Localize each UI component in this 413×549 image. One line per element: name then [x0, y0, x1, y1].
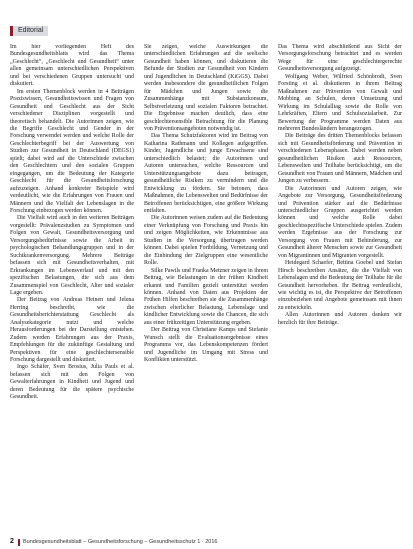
paragraph: Sie zeigen, welche Auswirkungen die unterschiedlichen Erfahrungen auf die seelische Gesundheit haben können, und diskutieren die Befunde der Studien zur Gesundheit von Kindern und Jugendlichen in Deutschland (KiGGS). Dabei werden insbesondere die gesundheitlichen Folgen für Mädchen und Jungen sowie die Zusammenhänge mit Substanzkonsum, Selbstverletzung und sozialen Faktoren betrachtet. Die Ergebnisse machen deutlich, dass eine geschlechtersensible Betrachtung für die Planung von Präventionsangeboten notwendig ist. — [144, 44, 268, 132]
running-title: Bundesgesundheitsblatt – Gesundheitsforschung – Gesundheitsschutz 1 · 2016 — [23, 539, 218, 545]
paragraph: Allen Autorinnen und Autoren danken wir herzlich für ihre Beiträge. — [278, 312, 402, 326]
article-body — [10, 44, 402, 526]
paragraph: Ingo Schäfer, Sven Brosius, Julia Pauls et al. befassen sich mit den Folgen von Gewalterfahrungen in Kindheit und Jugend und deren Bedeutung für die spätere psychische Gesundheit. — [10, 364, 134, 401]
text-column-3 — [278, 44, 402, 526]
section-label: Editorial — [10, 26, 48, 36]
paragraph: Die Vielfalt wird auch in den weiteren Beiträgen vorgestellt: Prävalenzstudien zu Symptomen und Folgen von Gewalt, Gesundheitsversorgung und Versorgungsbedürfnisse sowie die Arbeit in psychologischen Behandlungsgruppen und in der Suchtkrankenversorgung. Mehrere Beiträge befassen sich mit Gesundheitsverhalten, mit Erkrankungen im Lebensverlauf und mit den spezifischen Belastungen, die sich aus dem Zusammenspiel von Geschlecht, Alter und sozialer Lage ergeben. — [10, 215, 134, 296]
page-footer — [0, 537, 413, 549]
paragraph: Heidegard Schaefer, Bettina Goebel und Stefan Hirsch beschreiben Ansätze, die die Vielfalt von Lebenslagen und die Bedeutung der Teilhabe für die Gesundheit hervorheben. Ihr Beitrag verdeutlicht, wie wichtig es ist, die Perspektive der Betroffenen einzubeziehen und Angebote gemeinsam mit ihnen zu entwickeln. — [278, 260, 402, 311]
paragraph: Die Autorinnen und Autoren zeigen, wie Angebote zur Versorgung, Gesundheitsförderung und Prävention stärker auf die Bedürfnisse unterschiedlicher Gruppen ausgerichtet werden können und welche Rolle dabei geschlechtsspezifische Unterschiede spielen. Zudem werden Ergebnisse aus der Forschung zur Versorgung von Frauen mit Behinderung, zur Gesundheit älterer Menschen sowie zur Gesundheit von Migrantinnen und Migranten vorgestellt. — [278, 185, 402, 259]
paragraph: Die Autorinnen weisen zudem auf die Bedeutung einer Verknüpfung von Forschung und Praxis hin und zeigen Möglichkeiten, wie Erkenntnisse aus Studien in die Versorgung übertragen werden können. Dabei spielen Fortbildung, Vernetzung und die Einbindung der Zielgruppen eine wesentliche Rolle. — [144, 215, 268, 267]
footer-accent-bar — [18, 539, 20, 546]
paragraph: Das Thema wird abschließend aus Sicht der Versorgungsforschung betrachtet und es werden Wege für eine geschlechtergerechte Gesundheitsversorgung aufgezeigt. — [278, 44, 402, 73]
paragraph: Das Thema Schutzfaktoren wird im Beitrag von Katharina Rathmann und Kollegen aufgegriffen. Kinder, Jugendliche und junge Erwachsene sind unterschiedlich belastet; die Autorinnen und Autoren untersuchen, welche Ressourcen und Unterstützungsangebote dazu beitragen, gesundheitliche Risiken zu vermindern und die Entwicklung zu fördern. Sie betonen, dass Maßnahmen, die Lebenswelten und Bedürfnisse der Betroffenen berücksichtigen, eine größere Wirkung entfalten. — [144, 133, 268, 214]
paragraph: Der Beitrag von Andreas Heinen und Jelena Herring beschreibt, wie die Gesundheitsberichterstattung Geschlecht als Analysekategorie nutzt und welche Herausforderungen bei der Darstellung entstehen. Zudem werden Erfahrungen aus der Praxis, Empfehlungen für die zukünftige Gestaltung und Perspektiven für eine geschlechtersensible Forschung dargestellt und diskutiert. — [10, 297, 134, 364]
paragraph: Silke Pawils und Franka Metzner zeigen in ihrem Beitrag, wie Belastungen in der frühen Kindheit erkannt und Familien gezielt unterstützt werden können. Anhand von Daten aus Projekten der Frühen Hilfen beschreiben sie die Zusammenhänge zwischen elterlicher Belastung, Lebenslage und kindlicher Entwicklung sowie die Chancen, die sich aus einer frühzeitigen Unterstützung ergeben. — [144, 267, 268, 326]
paragraph: Die Beiträge des dritten Themenblocks befassen sich mit Gesundheitsförderung und Prävention in verschiedenen Lebensphasen. Dabei werden neben gesundheitlichen Risiken auch Ressourcen, Lebenswelten und Teilhabe berücksichtigt, um die Gesundheit von Frauen und Männern, Mädchen und Jungen zu verbessern. — [278, 133, 402, 185]
paragraph: Im hier vorliegenden Heft des Bundesgesundheitsblatts wird das Thema „Geschlecht“, „Geschlecht und Gesundheit“ unter allen gemeinsam unterschiedlichen Perspektiven und bei verschiedenen Gruppen untersucht und diskutiert. — [10, 44, 134, 88]
paragraph: Der Beitrag von Christiane Kamps und Stefanie Wunsch stellt die Evaluationsergebnisse eines Programms vor, das Lebenskompetenzen fördert und Jugendliche im Umgang mit Stress und Konflikten unterstützt. — [144, 327, 268, 364]
paragraph: Im ersten Themenblock werden in 4 Beiträgen Praxiswissen, Gesundheitswissen und Fragen von Gesundheit und Geschlecht aus der Sicht verschiedener Disziplinen vorgestellt und theoretisch behandelt. Die Autorinnen zeigen, wie die Begriffe Geschlecht und Gender in der Forschung verwendet werden und welche Rolle der Geschlechterbegriff bei der Auswertung von Studien zur Gesundheit in Deutschland (DEGS1) spielt; dabei wird auf die Unterschiede zwischen den Geschlechtern und den sozialen Gruppen eingegangen, um die Bedeutung der Kategorie Geschlecht für die Gesundheitsforschung aufzuzeigen. Anhand konkreter Beispiele wird verdeutlicht, wie die Erfahrungen von Frauen und Männern und die Vielfalt der Lebenslagen in die Forschung einbezogen werden können. — [10, 88, 134, 214]
text-column-1 — [10, 44, 134, 526]
paragraph: Wolfgang Weber, Wilfried Schönbrodt, Sven Forsting et al. diskutieren in ihrem Beitrag Maßnahmen zur Prävention von Gewalt und Mobbing an Schulen, deren Umsetzung und Wirkung im Schulalltag sowie die Rolle von Lehrkräften, Eltern und Schulsozialarbeit. Zur Bewertung der Programme werden Daten aus mehreren Bundesländern herangezogen. — [278, 73, 402, 132]
text-column-2 — [144, 44, 268, 526]
page-number: 2 — [10, 538, 14, 545]
